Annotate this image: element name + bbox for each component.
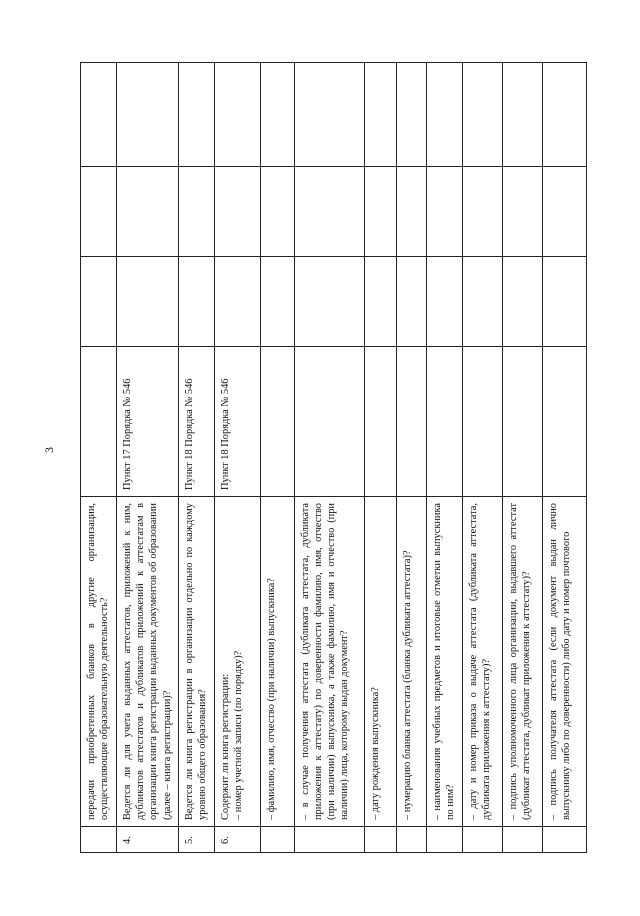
row-note bbox=[260, 63, 294, 167]
row-answer-yes bbox=[396, 257, 426, 347]
table-row bbox=[462, 63, 502, 853]
row-answer-no bbox=[426, 167, 462, 257]
row-question: Ведется ли книга регистрации в организации отдельно по каждому уровню общего образования? bbox=[178, 497, 214, 827]
table-row bbox=[81, 63, 117, 853]
row-number bbox=[426, 827, 462, 853]
row-legal-reference: Пункт 18 Порядка № 546 bbox=[214, 347, 260, 497]
checklist-table-rotated bbox=[80, 63, 580, 853]
row-number bbox=[81, 827, 117, 853]
row-answer-no bbox=[260, 167, 294, 257]
row-note bbox=[116, 63, 178, 167]
row-answer-no bbox=[214, 167, 260, 257]
row-question: – в случае получения аттестата (дубликата аттестата, дубликата приложения к аттестату) по доверенности фамилию, имя, отчество (при наличии) выпускника, а также фамилию, имя и отчество (при наличии) лица, которому выдан документ? bbox=[294, 497, 364, 827]
row-legal-reference: Пункт 18 Порядка № 546 bbox=[178, 347, 214, 497]
row-note bbox=[294, 63, 364, 167]
table-row bbox=[502, 63, 542, 853]
table-row bbox=[260, 63, 294, 853]
row-answer-no bbox=[81, 167, 117, 257]
row-answer-no bbox=[462, 167, 502, 257]
row-note bbox=[462, 63, 502, 167]
row-legal-reference bbox=[81, 347, 117, 497]
row-answer-no bbox=[396, 167, 426, 257]
row-legal-reference bbox=[364, 347, 396, 497]
row-legal-reference bbox=[294, 347, 364, 497]
row-answer-yes bbox=[81, 257, 117, 347]
row-answer-yes bbox=[214, 257, 260, 347]
row-note bbox=[178, 63, 214, 167]
row-answer-yes bbox=[178, 257, 214, 347]
row-legal-reference: Пункт 17 Порядка № 546 bbox=[116, 347, 178, 497]
row-number bbox=[396, 827, 426, 853]
checklist-table-body bbox=[81, 63, 587, 853]
row-number bbox=[260, 827, 294, 853]
row-question: Ведется ли для учета выданных аттестатов, приложений к ним, дубликатов аттестатов и дубликатов приложений к аттестатам в организации книга регистрации выданных документов об образовании (далее – книга регистрации)? bbox=[116, 497, 178, 827]
row-note bbox=[426, 63, 462, 167]
table-row bbox=[214, 63, 260, 853]
row-answer-no bbox=[542, 167, 586, 257]
row-note bbox=[81, 63, 117, 167]
row-note bbox=[214, 63, 260, 167]
row-legal-reference bbox=[426, 347, 462, 497]
row-legal-reference bbox=[462, 347, 502, 497]
row-note bbox=[502, 63, 542, 167]
row-question: Содержит ли книга регистрации: – номер учетной записи (по порядку)? bbox=[214, 497, 260, 827]
row-number bbox=[294, 827, 364, 853]
row-question: – нумерацию бланка аттестата (бланка дубликата аттестата)? bbox=[396, 497, 426, 827]
table-row bbox=[364, 63, 396, 853]
table-row bbox=[294, 63, 364, 853]
row-answer-no bbox=[502, 167, 542, 257]
row-number: 5. bbox=[178, 827, 214, 853]
table-row bbox=[116, 63, 178, 853]
row-answer-no bbox=[178, 167, 214, 257]
page-number: 3 bbox=[42, 447, 56, 453]
row-note bbox=[364, 63, 396, 167]
row-number bbox=[462, 827, 502, 853]
row-note bbox=[542, 63, 586, 167]
row-answer-yes bbox=[116, 257, 178, 347]
row-answer-yes bbox=[260, 257, 294, 347]
row-question: – подпись получателя аттестата (если документ выдан лично выпускнику либо по доверенности) либо дату и номер почтового bbox=[542, 497, 586, 827]
row-answer-no bbox=[116, 167, 178, 257]
table-row bbox=[542, 63, 586, 853]
row-answer-yes bbox=[426, 257, 462, 347]
checklist-table bbox=[80, 62, 587, 853]
row-answer-yes bbox=[294, 257, 364, 347]
row-answer-no bbox=[364, 167, 396, 257]
row-note bbox=[396, 63, 426, 167]
row-question: – фамилию, имя, отчество (при наличии) выпускника? bbox=[260, 497, 294, 827]
row-question: – наименования учебных предметов и итоговые отметки выпускника по ним? bbox=[426, 497, 462, 827]
row-legal-reference bbox=[542, 347, 586, 497]
row-question: – дату рождения выпускника? bbox=[364, 497, 396, 827]
row-number bbox=[364, 827, 396, 853]
row-question: передачи приобретенных бланков в другие организации, осуществляющие образовательную деятельность? bbox=[81, 497, 117, 827]
row-answer-yes bbox=[502, 257, 542, 347]
table-row bbox=[178, 63, 214, 853]
row-legal-reference bbox=[260, 347, 294, 497]
row-question: – дату и номер приказа о выдаче аттестата (дубликата аттестата, дубликата приложения к аттестату)? bbox=[462, 497, 502, 827]
row-number bbox=[542, 827, 586, 853]
row-answer-no bbox=[294, 167, 364, 257]
row-number bbox=[502, 827, 542, 853]
row-question: – подпись уполномоченного лица организации, выдавшего аттестат (дубликат аттестата, дубликат приложения к аттестату)? bbox=[502, 497, 542, 827]
row-number: 4. bbox=[116, 827, 178, 853]
table-row bbox=[426, 63, 462, 853]
row-number: 6. bbox=[214, 827, 260, 853]
row-answer-yes bbox=[462, 257, 502, 347]
row-answer-yes bbox=[364, 257, 396, 347]
table-row bbox=[396, 63, 426, 853]
row-legal-reference bbox=[502, 347, 542, 497]
row-legal-reference bbox=[396, 347, 426, 497]
row-answer-yes bbox=[542, 257, 586, 347]
